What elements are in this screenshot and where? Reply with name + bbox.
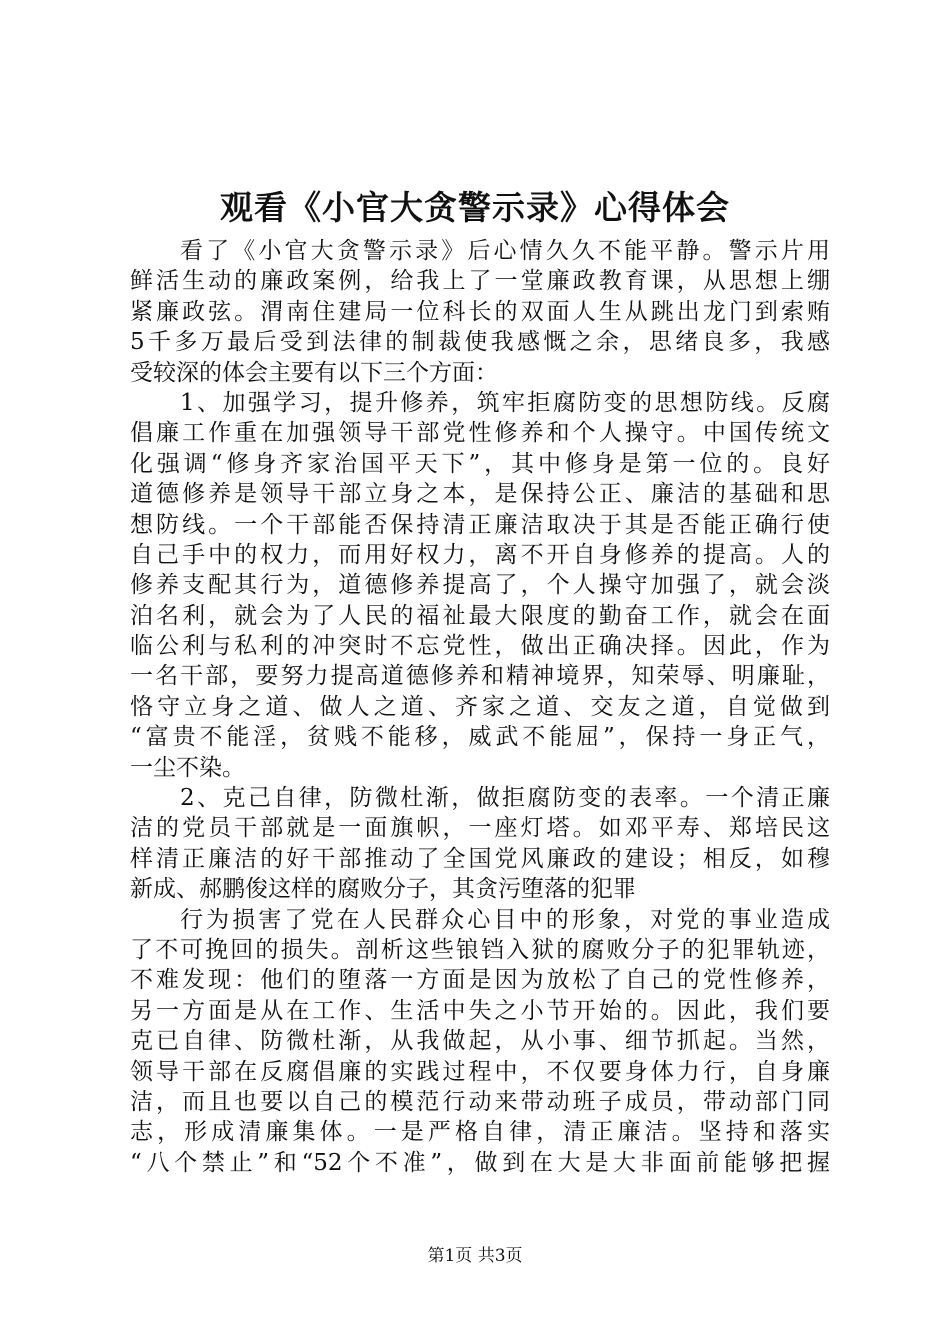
- text-line: 受较深的体会主要有以下三个方面：: [130, 359, 498, 386]
- text-line: 恪守立身之道、做人之道、齐家之道、交友之道，自觉做到: [130, 693, 830, 720]
- text-line: 修养支配其行为，道德修养提高了，个人操守加强了，就会淡: [130, 572, 830, 599]
- text-line: 倡廉工作重在加强领导干部党性修养和个人操守。中国传统文: [130, 420, 830, 447]
- text-line: 5千多万最后受到法律的制裁使我感慨之余，思绪良多，我感: [130, 329, 830, 356]
- text-line: 紧廉政弦。渭南住建局一位科长的双面人生从跳出龙门到索贿: [130, 298, 830, 325]
- text-line: 鲜活生动的廉政案例，给我上了一堂廉政教育课，从思想上绷: [130, 268, 830, 295]
- text-line: “八个禁止”和“52个不准”，做到在大是大非面前能够把握: [130, 1149, 830, 1176]
- text-line: 看了《小官大贪警示录》后心情久久不能平静。警示片用: [180, 238, 830, 264]
- text-line: 克已自律、防微杜渐，从我做起，从小事、细节抓起。当然，: [130, 1028, 830, 1055]
- text-line: 想防线。一个干部能否保持清正廉洁取决于其是否能正确行使: [130, 511, 830, 538]
- text-line: 志，形成清廉集体。一是严格自律，清正廉洁。坚持和落实: [130, 1119, 830, 1146]
- text-line: 样清正廉洁的好干部推动了全国党风廉政的建设；相反，如穆: [130, 845, 830, 872]
- text-line: 新成、郝鹏俊这样的腐败分子，其贪污堕落的犯罪: [130, 876, 636, 903]
- text-line: 洁的党员干部就是一面旗帜，一座灯塔。如邓平寿、郑培民这: [130, 815, 830, 842]
- page-number-footer: 第1页 共3页: [427, 1246, 523, 1266]
- text-line: 道德修养是领导干部立身之本，是保持公正、廉洁的基础和思: [130, 481, 830, 508]
- text-line: 一名干部，要努力提高道德修养和精神境界，知荣辱、明廉耻，: [130, 663, 830, 690]
- text-line: 领导干部在反腐倡廉的实践过程中，不仅要身体力行，自身廉: [130, 1058, 830, 1085]
- text-line: 行为损害了党在人民群众心目中的形象，对党的事业造成: [180, 906, 830, 933]
- text-line: 不难发现：他们的堕落一方面是因为放松了自己的党性修养，: [130, 967, 830, 994]
- text-line: “富贵不能淫，贫贱不能移，威武不能屈”，保持一身正气，: [130, 724, 830, 751]
- text-line: 泊名利，就会为了人民的福祉最大限度的勤奋工作，就会在面: [130, 602, 830, 629]
- text-line: 洁，而且也要以自己的模范行动来带动班子成员，带动部门同: [130, 1088, 830, 1115]
- text-line: 自己手中的权力，而用好权力，离不开自身修养的提高。人的: [130, 541, 830, 568]
- page-title: 观看《小官大贪警示录》心得体会: [220, 188, 730, 227]
- text-line: 化强调“修身齐家治国平天下”，其中修身是第一位的。良好: [130, 450, 830, 477]
- text-line: 一尘不染。: [130, 754, 245, 781]
- text-line: 2、克己自律，防微杜渐，做拒腐防变的表率。一个清正廉: [180, 785, 830, 812]
- text-line: 1、加强学习，提升修养，筑牢拒腐防变的思想防线。反腐: [180, 389, 830, 416]
- text-line: 临公利与私利的冲突时不忘党性，做出正确决择。因此，作为: [130, 633, 830, 660]
- body-text: [130, 236, 830, 1178]
- text-line: 另一方面是从在工作、生活中失之小节开始的。因此，我们要: [130, 997, 830, 1024]
- text-line: 了不可挽回的损失。剖析这些锒铛入狱的腐败分子的犯罪轨迹，: [130, 936, 830, 963]
